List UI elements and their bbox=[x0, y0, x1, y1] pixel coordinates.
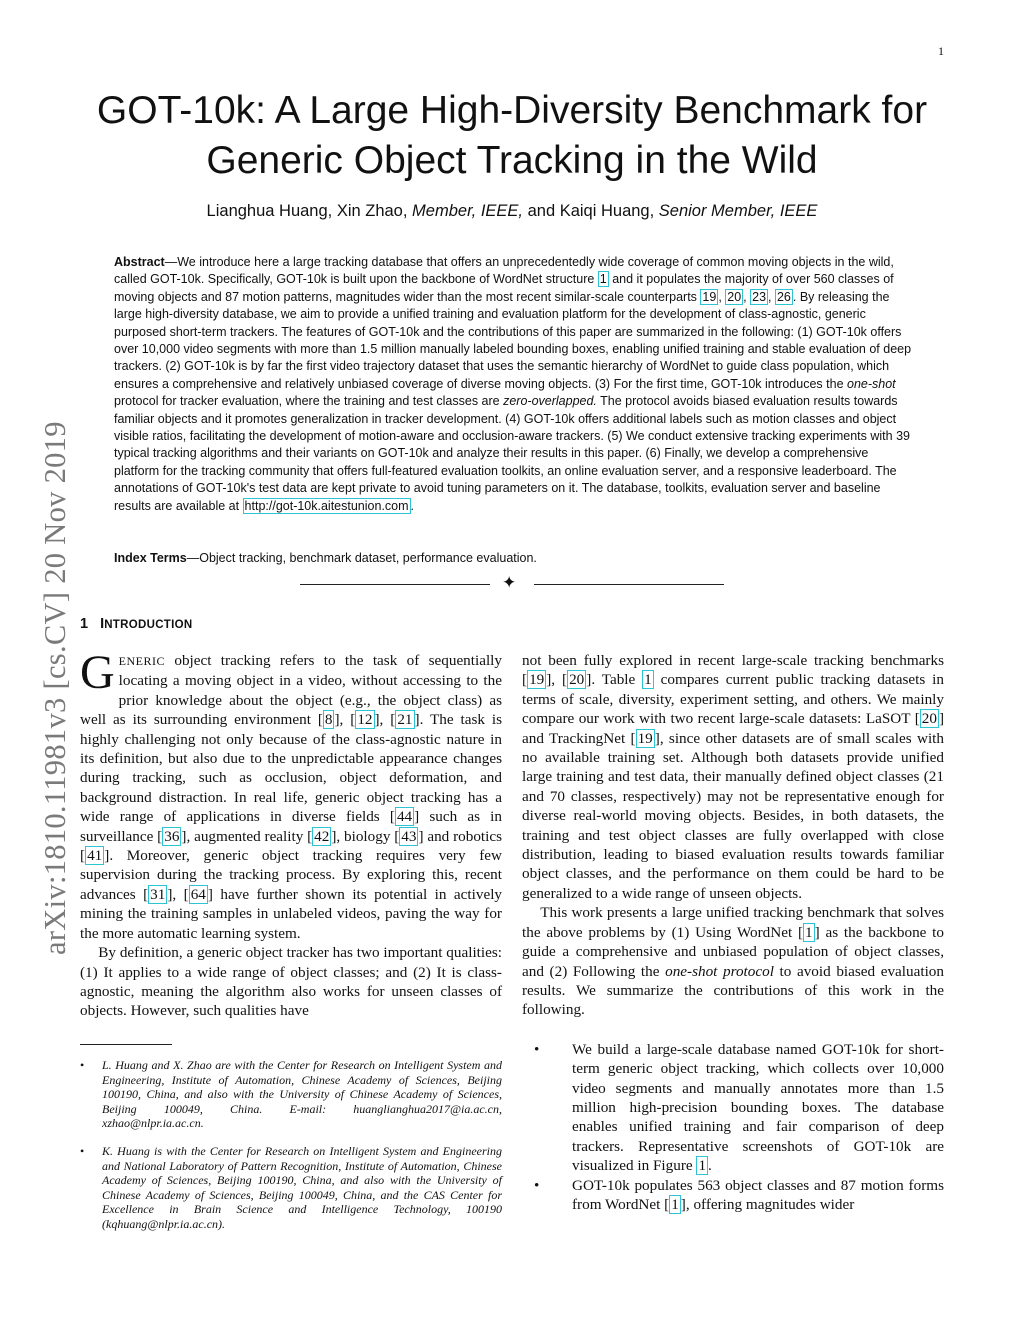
bullet-icon: • bbox=[80, 1058, 85, 1072]
index-terms bbox=[114, 550, 914, 567]
drop-cap: G bbox=[80, 646, 115, 699]
citation-link[interactable]: 19 bbox=[702, 289, 717, 304]
page-number: 1 bbox=[938, 44, 944, 58]
body-text: . Table bbox=[591, 671, 643, 689]
index-terms-label: Index Terms bbox=[114, 551, 187, 565]
author-role-2: Senior Member, IEEE bbox=[658, 202, 818, 220]
title-line-1: GOT-10k: A Large High-Diversity Benchmark for bbox=[96, 89, 928, 132]
figure-reference-link[interactable]: 1 bbox=[698, 1157, 707, 1175]
body-text: such as in surveillance bbox=[80, 808, 502, 845]
body-text: . The task is highly challenging not only because of the class-agnostic nature in its definition, but also due to the unpredictable appearance changes during tracking, such as occlusion, object deformation, and background distraction. In real life, generic object tracking has a wide range of applications in diverse fields bbox=[80, 711, 503, 826]
separator-rule-right bbox=[534, 584, 724, 585]
abstract-text: —We introduce here a large tracking database that offers an unprecedentedly wide coverage of common moving objects in the wild, called GOT-10k. Specifically, GOT-10k is built upon the backbone of WordNet structure bbox=[114, 255, 894, 287]
body-text: and TrackingNet bbox=[522, 729, 631, 747]
abstract-text: The protocol avoids biased evaluation results towards familiar objects and it promotes generalization in tracker development. (4) GOT-10k offers additional labels such as motion classes and object visible ratios, facilitating the development of motion-aware and occlusion-aware trackers. (5) We conduct extensive tracking experiments with 39 typical tracking algorithms and their variants on GOT-10k and analyze their results in this paper. (6) Finally, we develop a comprehensive platform for the tracking community that offers full-featured evaluation toolkits, an online evaluation server, and a responsive leaderboard. The annotations of GOT-10k's test data are kept private to avoid tuning parameters on it. The database, toolkits, evaluation server and baseline results are available at bbox=[114, 394, 910, 513]
project-url-link[interactable]: http://got-10k.aitestunion.com bbox=[244, 498, 409, 513]
section-title-initial: I bbox=[100, 616, 105, 632]
abstract-text: and it populates the majority of over 560 classes of moving objects and 87 motion patterns, magnitudes wider than the most recent similar-scale counterparts bbox=[114, 272, 894, 304]
citation-link[interactable]: 64 bbox=[190, 885, 206, 903]
paragraph: GENERIC object tracking refers to the task of sequentially locating a moving object in a video, without accessing to the prior knowledge about the object (e.g., the object class) as well as its surrounding environment [ 8 ], [ 12 ], [ 21 ]. The task is highly challenging not only because of the class-agnostic nature in its definition, but also due to the unpredictable appearance changes during tracking, such as occlusion, object deformation, and background distraction. In real life, generic object tracking has a wide range of applications in diverse fields [ 44 ] such as in surveillance [ 36 ], augmented reality [ 42 ], biology [ 43 ] and robotics [ 41 ]. Moreover, generic object tracking requires very few supervision during the tracking process. By exploring this, recent advances [ 31 ], [ 64 ] have further shown its potential in actively mining the training samples in unlabeled videos, paving the way for the more automatic learning system. bbox=[80, 646, 503, 942]
authors-part-1: Lianghua Huang, Xin Zhao, bbox=[206, 202, 413, 220]
paragraph: By definition, a generic object tracker has two important qualities: (1) It applies to a wide range of object classes; and (2) It is class-agnostic, meaning the algorithm also works for unseen classes of objects. However, such qualities have bbox=[80, 944, 502, 1020]
paper-title bbox=[60, 86, 964, 186]
body-text: have further shown its potential in actively mining the training samples in unlabeled videos, paving the way for the more automatic learning system. bbox=[80, 885, 503, 942]
paragraph: not been fully explored in recent large-scale tracking benchmarks [ 19 ], [ 20 ]. Table 1 compares current public tracking datasets in terms of scale, diversity, experiment setting, and others. We mainly compare our work with two recent large-scale datasets: LaSOT [ 20 ] and TrackingNet [ 19 ], since other datasets are of small scales with no available training set. Although both datasets provide unified large training and test data, their manually defined object classes (21 and 70 classes, respectively) may not be representative enough for diverse real-world moving objects. Besides, in both datasets, the training and test object classes are fully overlapped with close distribution, leading to biased evaluation results towards familiar object classes, and the performance on them could be hard to be generalized to a wide range of unseen objects. bbox=[522, 652, 944, 902]
citation-link[interactable]: 43 bbox=[401, 827, 417, 845]
emphasis-text: one-shot protocol bbox=[665, 962, 774, 980]
citation-link[interactable]: 1 bbox=[805, 923, 813, 941]
authors-part-2: and Kaiqi Huang, bbox=[523, 202, 659, 220]
body-text: not been fully explored in recent large-scale tracking benchmarks bbox=[522, 652, 944, 669]
footnote-affiliation bbox=[80, 1058, 502, 1131]
abstract-text: . By releasing the large high-diversity database, we aim to provide a unified training and evaluation platform for the development of class-agnostic, generic purposed short-term trackers. The features of GOT-10k and the contributions of this paper are summarized in the following: (1) GOT-10k offers over 10,000 video segments with more than 1.5 million manually labeled bounding boxes, enabling unified training and stable evaluation of deep trackers. (2) GOT-10k is by far the first video trajectory dataset that uses the semantic hierarchy of WordNet to guide class population, which ensures a comprehensive and relatively unbiased coverage of diverse moving objects. (3) For the first time, GOT-10k introduces the bbox=[114, 289, 912, 391]
separator-rule-left bbox=[300, 584, 490, 585]
section-heading bbox=[80, 616, 192, 632]
citation-link[interactable]: 20 bbox=[921, 710, 937, 728]
table-reference-link[interactable]: 1 bbox=[644, 671, 652, 689]
citation-link[interactable]: 23 bbox=[752, 289, 767, 304]
bullet-icon: • bbox=[534, 1176, 540, 1194]
citation-link[interactable]: 41 bbox=[87, 847, 103, 865]
citation-link[interactable]: 1 bbox=[671, 1195, 679, 1213]
citation-link[interactable]: 21 bbox=[397, 711, 413, 729]
body-text: . Moreover, generic object tracking requires very few supervision during the tracking process. By exploring this, recent advances bbox=[80, 847, 502, 903]
citation-link[interactable]: 12 bbox=[357, 711, 373, 729]
body-text: to avoid biased evaluation results. We summarize the contributions of this work in the following. bbox=[522, 962, 944, 1019]
abstract-label: Abstract bbox=[114, 255, 165, 269]
footnotes bbox=[80, 1058, 502, 1245]
smallcaps-word: ENERIC bbox=[118, 654, 166, 668]
citation-link[interactable]: 26 bbox=[776, 289, 791, 304]
citation-link[interactable]: 19 bbox=[637, 729, 653, 747]
list-item: • GOT-10k populates 563 object classes and 87 motion forms from WordNet [ 1 ], offering magnitudes wider bbox=[534, 1176, 944, 1213]
section-separator bbox=[300, 573, 724, 594]
citation-link[interactable]: 42 bbox=[314, 827, 330, 845]
citation-link[interactable]: 36 bbox=[164, 827, 180, 845]
footnote-rule bbox=[80, 1044, 172, 1045]
paragraph: This work presents a large unified tracking benchmark that solves the above problems by (1) Using WordNet [ 1 ] as the backbone to guide a comprehensive and unbiased population of object classes, and (2) Following the one-shot protocol to avoid biased evaluation results. We summarize the contributions of this work in the following. bbox=[522, 904, 944, 1019]
section-number: 1 bbox=[80, 616, 89, 632]
body-text: This work presents a large unified tracking benchmark that solves the above problems by (1) Using WordNet bbox=[522, 904, 944, 941]
index-terms-text: —Object tracking, benchmark dataset, performance evaluation. bbox=[186, 551, 537, 565]
citation-link[interactable]: 20 bbox=[569, 671, 585, 689]
body-text: , since other datasets are of small scales with no available training set. Although both datasets provide unified large training and test data, their manually defined object classes (21 and 70 classes, respectively) may not be representative enough for diverse real-world moving objects. Besides, in both datasets, the training and test object classes are fully overlapped with close distribution, leading to biased evaluation results towards familiar object classes, and the performance on them could be hard to be generalized to a wide range of unseen objects. bbox=[522, 729, 944, 902]
body-text: , biology bbox=[336, 827, 395, 845]
body-text: We build a large-scale database named GOT-10k for short-term generic object tracking, which collects over 10,000 video segments and manually annotates more than 1.5 million high-precision bounding boxes. The database enables unified training and fair comparison of deep trackers. Representative screenshots of GOT-10k are visualized in Figure bbox=[572, 1040, 944, 1175]
bullet-icon: • bbox=[534, 1040, 540, 1058]
body-text: as the backbone to guide a comprehensive and unbiased population of object classes, and (2) Following the bbox=[522, 923, 944, 980]
citation-link[interactable]: 8 bbox=[324, 711, 333, 729]
left-column bbox=[80, 646, 503, 1021]
contribution-list bbox=[522, 1040, 944, 1215]
abstract-text: . bbox=[410, 498, 415, 513]
abstract: Abstract—We introduce here a large tracking database that offers an unprecedentedly wide coverage of common moving objects in the wild, called GOT-10k. Specifically, GOT-10k is built upon the backbone of WordNet structure 1 and it populates the majority of over 560 classes of moving objects and 87 motion patterns, magnitudes wider than the most recent similar-scale counterparts 19 , 20 , 23 , 26 . By releasing the large high-diversity database, we aim to provide a unified training and evaluation platform for the development of class-agnostic, generic purposed short-term trackers. The features of GOT-10k and the contributions of this paper are summarized in the following: (1) GOT-10k offers over 10,000 video segments with more than 1.5 million manually labeled bounding boxes, enabling unified training and stable evaluation of deep trackers. (2) GOT-10k is by far the first video trajectory dataset that uses the semantic hierarchy of WordNet to guide class population, which ensures a comprehensive and relatively unbiased coverage of diverse moving objects. (3) For the first time, GOT-10k introduces the one-shot protocol for tracker evaluation, where the training and test classes are zero-overlapped. The protocol avoids biased evaluation results towards familiar objects and it promotes generalization in tracker development. (4) GOT-10k offers additional labels such as motion classes and object visible ratios, facilitating the development of motion-aware and occlusion-aware trackers. (5) We conduct extensive tracking experiments with 39 typical tracking algorithms and their variants on GOT-10k and analyze their results in this paper. (6) Finally, we develop a comprehensive platform for the tracking community that offers full-featured evaluation toolkits, an online evaluation server, and a responsive leaderboard. The annotations of GOT-10k's test data are kept private to avoid tuning parameters on it. The database, toolkits, evaluation server and baseline results are available at http://got-10k.aitestunion.com . bbox=[114, 255, 912, 513]
section-title-rest: NTRODUCTION bbox=[104, 619, 193, 631]
abstract-emphasis: one-shot bbox=[847, 376, 896, 391]
body-text: GOT-10k populates 563 object classes and 87 motion forms from WordNet bbox=[572, 1176, 944, 1213]
body-text: compares current public tracking datasets in terms of scale, diversity, experiment setting, and others. We mainly compare our work with two recent large-scale datasets: LaSOT bbox=[522, 671, 944, 728]
title-line-2: Generic Object Tracking in the Wild bbox=[206, 139, 818, 182]
body-text: , augmented reality bbox=[186, 827, 308, 845]
footnote-text: L. Huang and X. Zhao are with the Center for Research on Intelligent System and Engineering, Institute of Automation, Chinese Academy of Sciences, Beijing 100190, China, and also with the University of Chinese Academy of Sciences, Beijing 100049, China. E-mail: huanglianghua2017@ia.ac.cn, xzhao@nlpr.ia.ac.cn. bbox=[102, 1058, 502, 1131]
citation-link[interactable]: 44 bbox=[396, 808, 413, 826]
citation-link[interactable]: 1 bbox=[599, 272, 607, 287]
body-text: , offering magnitudes wider bbox=[685, 1195, 855, 1213]
body-text: . bbox=[708, 1157, 712, 1175]
abstract-emphasis: zero-overlapped. bbox=[503, 394, 597, 409]
abstract-text: protocol for tracker evaluation, where the training and test classes are bbox=[114, 394, 504, 409]
arxiv-identifier: arXiv:1810.11981v3 [cs.CV] 20 Nov 2019 bbox=[38, 421, 72, 955]
right-column bbox=[522, 651, 944, 1214]
list-item bbox=[522, 1040, 944, 1176]
author-role-1: Member, IEEE, bbox=[412, 202, 524, 220]
body-text: and robotics bbox=[423, 827, 502, 845]
author-list bbox=[60, 202, 964, 221]
footnote-text: K. Huang is with the Center for Research on Intelligent System and Engineering and National Laboratory of Pattern Recognition, Institute of Automation, Chinese Academy of Sciences, Beijing 100190, China, and also with the University of Chinese Academy of Sciences, Beijing 100049, China, and the CAS Center for Excellence in Brain Science and Intelligence Technology, 100190 (kqhuang@nlpr.ia.ac.cn). bbox=[102, 1143, 502, 1231]
body-text: object tracking refers to the task of sequentially locating a moving object in a video, without accessing to the prior knowledge about the object (e.g., the object class) as well as its surrounding environment bbox=[80, 652, 502, 729]
citation-link[interactable]: 31 bbox=[150, 885, 166, 903]
citation-link[interactable]: 20 bbox=[727, 289, 742, 304]
bullet-icon: • bbox=[80, 1143, 85, 1158]
footnote-affiliation bbox=[80, 1144, 502, 1232]
citation-link[interactable]: 19 bbox=[529, 671, 545, 689]
separator-diamond-icon: ✦ bbox=[502, 573, 517, 592]
